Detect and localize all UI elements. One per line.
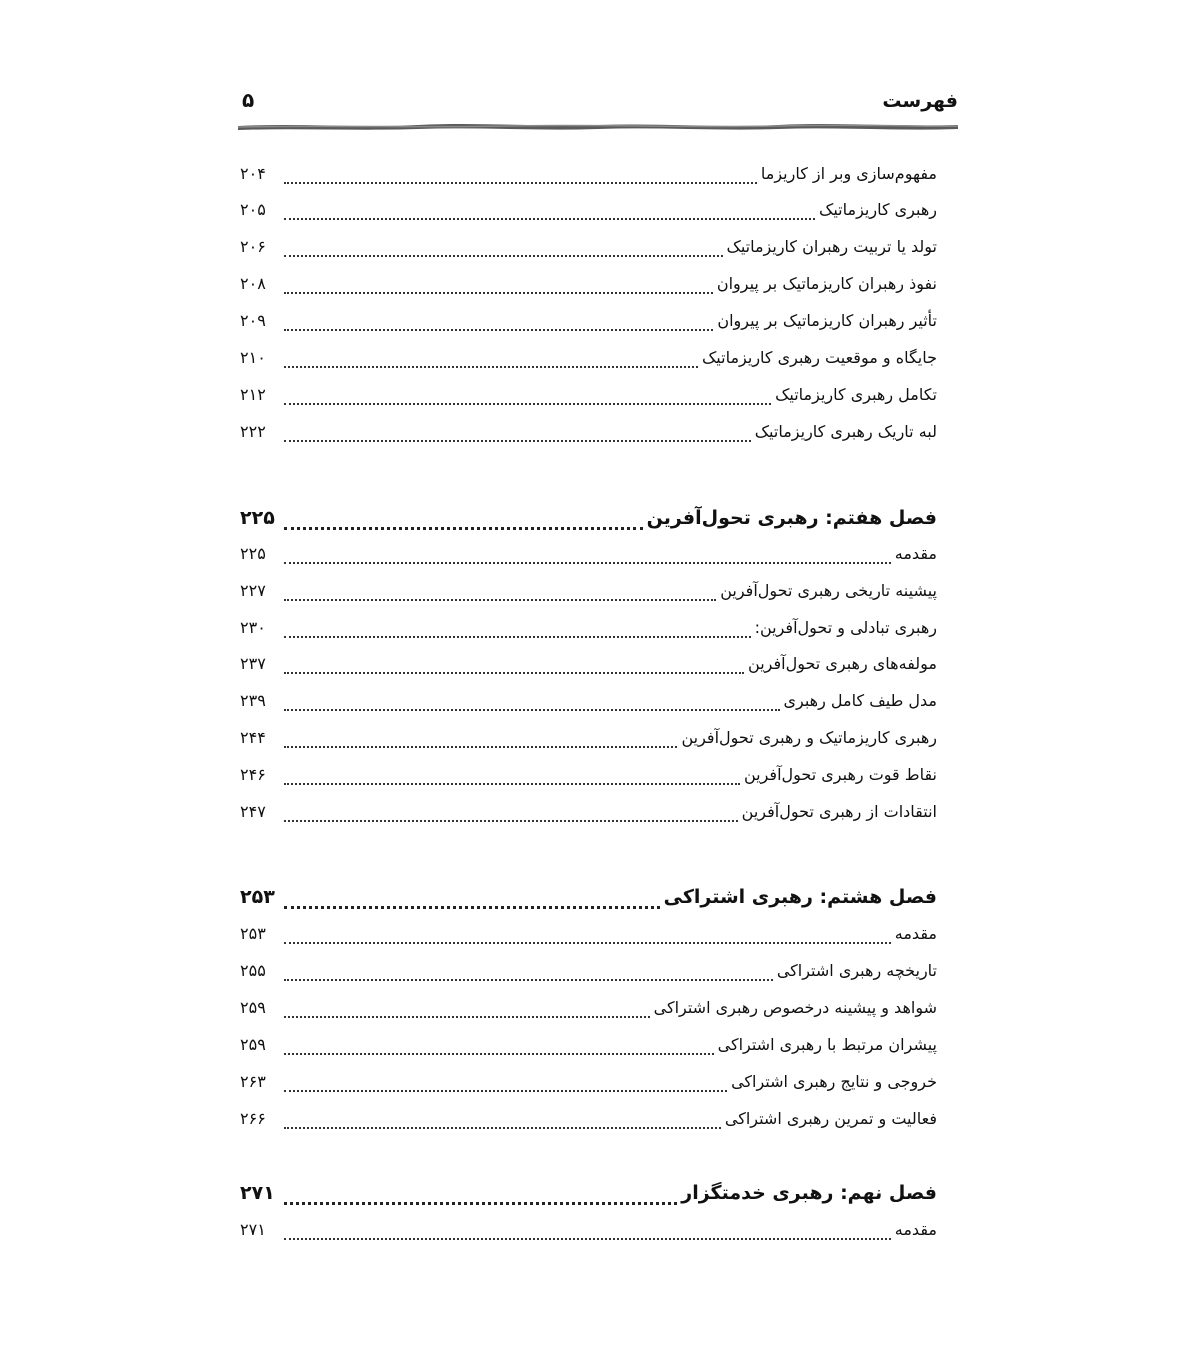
toc-entry[interactable] [240, 342, 937, 372]
toc-entry-title: شواهد و پیشینه درخصوص رهبری اشتراکی [653, 997, 937, 1017]
toc-entry-page: ۲۰۹ [240, 310, 266, 330]
page-number: ۵ [242, 88, 255, 112]
dot-leader [284, 206, 815, 220]
dot-leader [284, 771, 740, 785]
toc-entry-title: تأثیر رهبران کاریزماتیک بر پیروان [717, 310, 937, 330]
dot-leader [284, 1226, 891, 1240]
toc-entry-page: ۲۱۲ [240, 384, 266, 404]
dot-leader [284, 317, 713, 331]
toc-entry-title: لبه تاریک رهبری کاریزماتیک [754, 421, 937, 441]
toc-entry-title: مفهوم‌سازی وبر از کاریزما [760, 163, 937, 183]
toc-entry-title: جایگاه و موقعیت رهبری کاریزماتیک [701, 347, 937, 367]
toc-entry-title: نفوذ رهبران کاریزماتیک بر پیروان [716, 273, 937, 293]
toc-entry-page: ۲۳۰ [240, 617, 266, 637]
toc-entry-page: ۲۲۵ [240, 543, 266, 563]
dot-leader [284, 808, 738, 822]
toc-entry-page: ۲۵۹ [240, 1034, 266, 1054]
toc-entry-title: پیشران مرتبط با رهبری اشتراکی [717, 1034, 937, 1054]
toc-entry-page: ۲۵۹ [240, 997, 266, 1017]
dot-leader [284, 1078, 727, 1092]
toc-entry[interactable] [240, 759, 937, 789]
toc-entry[interactable] [240, 575, 937, 605]
toc-entry-title: مولفه‌های رهبری تحول‌آفرین [748, 653, 937, 673]
toc-entry[interactable] [240, 231, 937, 261]
toc-entry-page: ۲۰۸ [240, 273, 266, 293]
dot-leader [284, 280, 713, 294]
toc-entry[interactable] [240, 268, 937, 298]
toc-entry-title: تاریخچه رهبری اشتراکی [776, 960, 937, 980]
chapter-heading[interactable] [240, 882, 937, 912]
toc-entry-title: رهبری کاریزماتیک [819, 199, 937, 219]
chapter-heading[interactable] [240, 503, 937, 533]
toc-entry[interactable] [240, 722, 937, 752]
dot-leader [284, 1190, 677, 1205]
toc-entry[interactable] [240, 1103, 937, 1133]
running-title: فهرست [882, 90, 958, 112]
dot-leader [284, 550, 891, 564]
toc-entry-page: ۲۲۷ [240, 580, 266, 600]
dot-leader [284, 428, 751, 442]
toc-entry[interactable] [240, 538, 937, 568]
toc-entry[interactable] [240, 685, 937, 715]
chapter-title: فصل هفتم: رهبری تحول‌آفرین [646, 507, 937, 529]
toc-entry-title: مقدمه [894, 923, 937, 943]
dot-leader [284, 660, 744, 674]
toc-entry-title: مدل طیف کامل رهبری [783, 690, 937, 710]
toc-entry-page: ۲۴۶ [240, 764, 266, 784]
toc-entry-title: رهبری تبادلی و تحول‌آفرین: [754, 617, 937, 637]
dot-leader [284, 1115, 721, 1129]
toc-entry[interactable] [240, 1214, 937, 1244]
dot-leader [284, 967, 773, 981]
toc-entry[interactable] [240, 305, 937, 335]
toc-entry[interactable] [240, 416, 937, 446]
toc-entry-page: ۲۶۶ [240, 1108, 266, 1128]
toc-entry-title: خروجی و نتایج رهبری اشتراکی [731, 1071, 937, 1091]
toc-entry-page: ۲۶۳ [240, 1071, 266, 1091]
toc-entry-page: ۲۳۷ [240, 653, 266, 673]
toc-entry[interactable] [240, 612, 937, 642]
toc-entry[interactable] [240, 194, 937, 224]
chapter-page: ۲۷۱ [240, 1182, 275, 1204]
toc-entry-page: ۲۷۱ [240, 1219, 266, 1239]
toc-entry-title: پیشینه تاریخی رهبری تحول‌آفرین [720, 580, 937, 600]
toc-entry-page: ۲۴۴ [240, 727, 266, 747]
dot-leader [284, 734, 677, 748]
toc-entry-title: نقاط قوت رهبری تحول‌آفرین [743, 764, 937, 784]
toc-entry-page: ۲۰۵ [240, 199, 266, 219]
dot-leader [284, 354, 698, 368]
toc-entry[interactable] [240, 992, 937, 1022]
toc-entry-title: مقدمه [894, 1219, 937, 1239]
dot-leader [284, 1004, 650, 1018]
toc-entry-page: ۲۰۶ [240, 236, 266, 256]
dot-leader [284, 515, 643, 530]
chapter-title: فصل هشتم: رهبری اشتراکی [663, 886, 937, 908]
toc-entry[interactable] [240, 1029, 937, 1059]
toc-entry-page: ۲۴۷ [240, 801, 266, 821]
dot-leader [284, 587, 716, 601]
toc-entry-page: ۲۵۳ [240, 923, 266, 943]
toc-entry-title: انتقادات از رهبری تحول‌آفرین [741, 801, 937, 821]
dot-leader [284, 170, 757, 184]
dot-leader [284, 624, 751, 638]
toc-entry[interactable] [240, 379, 937, 409]
chapter-page: ۲۵۳ [240, 886, 275, 908]
toc-entry-page: ۲۳۹ [240, 690, 266, 710]
toc-entry-title: تکامل رهبری کاریزماتیک [775, 384, 937, 404]
toc-entry-title: رهبری کاریزماتیک و رهبری تحول‌آفرین [681, 727, 937, 747]
header-rule [238, 119, 958, 133]
toc-entry[interactable] [240, 955, 937, 985]
toc-entry-page: ۲۱۰ [240, 347, 266, 367]
page-header [238, 86, 958, 122]
toc-entry-page: ۲۵۵ [240, 960, 266, 980]
dot-leader [284, 391, 771, 405]
toc-entry[interactable] [240, 158, 937, 188]
toc-entry-page: ۲۲۲ [240, 421, 266, 441]
toc-entry-title: تولد یا تربیت رهبران کاریزماتیک [726, 236, 937, 256]
toc-entry[interactable] [240, 918, 937, 948]
toc-entry[interactable] [240, 796, 937, 826]
dot-leader [284, 1041, 714, 1055]
dot-leader [284, 894, 660, 909]
dot-leader [284, 243, 723, 257]
toc-entry-title: فعالیت و تمرین رهبری اشتراکی [724, 1108, 937, 1128]
toc-entry[interactable] [240, 648, 937, 678]
chapter-page: ۲۲۵ [240, 507, 275, 529]
toc-entry[interactable] [240, 1066, 937, 1096]
chapter-heading[interactable] [240, 1178, 937, 1208]
toc-entry-title: مقدمه [894, 543, 937, 563]
dot-leader [284, 697, 780, 711]
dot-leader [284, 930, 891, 944]
chapter-title: فصل نهم: رهبری خدمتگزار [681, 1182, 937, 1204]
toc-entry-page: ۲۰۴ [240, 163, 266, 183]
